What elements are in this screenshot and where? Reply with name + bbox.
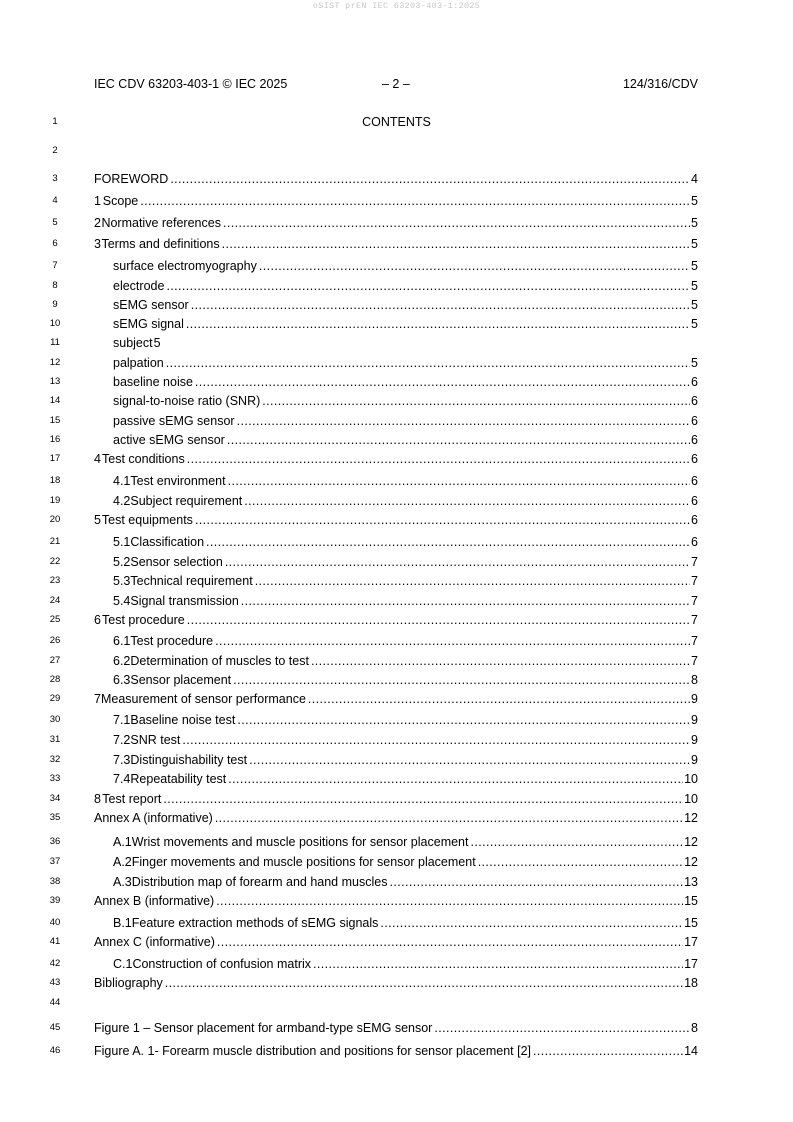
toc-entry-page: 9 [691, 692, 698, 706]
toc-entry-page: 5 [691, 279, 698, 293]
line-number: 44 [49, 997, 61, 1008]
toc-entry-number: 5.1 [113, 535, 131, 549]
toc-entry-title: Measurement of sensor performance [100, 692, 306, 706]
toc-entry-page: 10 [684, 772, 698, 786]
line-number: 7 [52, 260, 58, 271]
toc-entry[interactable] [94, 192, 698, 210]
line-number: 14 [49, 395, 61, 406]
line-number: 12 [49, 357, 61, 368]
toc-line [0, 472, 793, 490]
toc-entry-page: 6 [691, 452, 698, 466]
line-number: 20 [49, 514, 61, 525]
toc-entry-title: Annex C (informative) [94, 935, 215, 949]
line-number: 16 [49, 434, 61, 445]
line-number: 23 [49, 575, 61, 586]
toc-entry-page: 10 [684, 792, 698, 806]
toc-entry-page: 6 [691, 494, 698, 508]
dot-leader [237, 412, 690, 430]
dot-leader [470, 833, 683, 851]
toc-entry-title: Technical requirement [130, 574, 253, 588]
line-number: 41 [49, 936, 61, 947]
toc-line [0, 1019, 793, 1037]
line-number: 28 [49, 674, 61, 685]
dot-leader [255, 572, 690, 590]
toc-entry[interactable] [94, 790, 698, 808]
toc-entry[interactable] [113, 955, 698, 973]
toc-entry[interactable] [113, 914, 698, 932]
toc-entry[interactable] [94, 235, 698, 253]
toc-entry-page: 7 [691, 613, 698, 627]
dot-leader [222, 235, 690, 253]
dot-leader [380, 914, 683, 932]
toc-entry[interactable] [113, 533, 698, 551]
toc-line [0, 315, 793, 333]
toc-line [0, 770, 793, 788]
toc-entry-title: Figure A. 1- Forearm muscle distribution and positions for sensor placement [2] [94, 1044, 532, 1058]
toc-entry-title: active sEMG sensor [113, 433, 225, 447]
toc-entry-page: 9 [691, 753, 698, 767]
toc-line [0, 392, 793, 410]
toc-line [0, 671, 793, 689]
line-number: 26 [49, 635, 61, 646]
dot-leader [434, 1019, 690, 1037]
line-number: 46 [49, 1045, 61, 1056]
toc-line [0, 731, 793, 749]
toc-entry[interactable] [94, 450, 698, 468]
toc-entry-number: 7.1 [113, 713, 131, 727]
toc-line [0, 192, 793, 210]
dot-leader [186, 315, 690, 333]
toc-entry-title: Distinguishability test [130, 753, 248, 767]
toc-entry[interactable] [94, 611, 698, 629]
toc-entry[interactable] [113, 853, 698, 871]
toc-entry[interactable] [94, 214, 698, 232]
line-number: 45 [49, 1022, 61, 1033]
dot-leader [187, 611, 690, 629]
toc-entry-title: Sensor placement [130, 673, 232, 687]
toc-line [0, 833, 793, 851]
toc-entry-title: Classification [130, 535, 205, 549]
toc-entry[interactable] [94, 690, 698, 708]
toc-entry-title: Test conditions [102, 452, 185, 466]
toc-entry-number: A.3 [113, 875, 132, 889]
toc-entry-page: 6 [691, 414, 698, 428]
toc-entry-page: 17 [684, 957, 698, 971]
dot-leader [166, 277, 690, 295]
toc-entry[interactable] [94, 1019, 698, 1037]
toc-line [0, 809, 793, 827]
toc-entry-page: 6 [691, 375, 698, 389]
toc-entry[interactable] [113, 392, 698, 410]
toc-entry-number: 6 [94, 613, 101, 627]
toc-line [0, 296, 793, 314]
line-number: 2 [52, 145, 58, 156]
toc-entry-number: B.1 [113, 916, 132, 930]
header-document-id: IEC CDV 63203-403-1 © IEC 2025 [94, 77, 288, 91]
toc-entry-title: subject [113, 336, 153, 350]
toc-entry-page: 15 [684, 916, 698, 930]
dot-leader [228, 770, 683, 788]
line-number: 19 [49, 495, 61, 506]
toc-entry[interactable] [113, 711, 698, 729]
dot-leader [227, 431, 690, 449]
toc-entry[interactable] [113, 277, 698, 295]
toc-line [0, 690, 793, 708]
toc-line [0, 611, 793, 629]
toc-entry-page: 14 [684, 1044, 698, 1058]
toc-entry-page: 5 [691, 317, 698, 331]
toc-line [0, 553, 793, 571]
toc-entry-page: 5 [691, 356, 698, 370]
toc-entry-title: electrode [113, 279, 165, 293]
toc-entry[interactable] [94, 974, 698, 992]
line-number: 6 [52, 238, 58, 249]
toc-entry-page: 5 [691, 216, 698, 230]
line-number: 13 [49, 376, 61, 387]
dot-leader [249, 751, 690, 769]
line-number: 32 [49, 754, 61, 765]
line-number: 27 [49, 655, 61, 666]
toc-entry-number: 4.2 [113, 494, 131, 508]
toc-entry-number: 3 [94, 237, 101, 251]
toc-line [0, 277, 793, 295]
toc-line [0, 974, 793, 992]
toc-line [0, 892, 793, 910]
toc-entry-page: 9 [691, 733, 698, 747]
toc-line [0, 533, 793, 551]
toc-entry-title: Signal transmission [130, 594, 239, 608]
line-number: 35 [49, 812, 61, 823]
toc-entry[interactable] [113, 731, 698, 749]
line-number: 40 [49, 917, 61, 928]
toc-entry-page: 7 [691, 574, 698, 588]
toc-entry-page: 15 [684, 894, 698, 908]
toc-entry-title: sEMG sensor [113, 298, 189, 312]
toc-entry-number: 4.1 [113, 474, 131, 488]
toc-line [0, 492, 793, 510]
toc-entry[interactable] [94, 809, 698, 827]
toc-entry[interactable] [113, 592, 698, 610]
toc-entry[interactable] [113, 671, 698, 689]
toc-entry[interactable] [113, 315, 698, 333]
toc-line [0, 412, 793, 430]
toc-line [0, 257, 793, 275]
toc-entry[interactable] [113, 472, 698, 490]
toc-line [0, 632, 793, 650]
dot-leader [217, 933, 683, 951]
toc-entry-page: 12 [684, 835, 698, 849]
line-number: 5 [52, 217, 58, 228]
toc-entry-number: 1 [94, 194, 101, 208]
dot-leader [215, 632, 690, 650]
toc-entry-number: 7 [94, 692, 101, 706]
toc-entry[interactable] [113, 354, 698, 372]
toc-entry-page: 5 [691, 194, 698, 208]
header-reference: 124/316/CDV [622, 77, 698, 91]
toc-entry-number: 6.2 [113, 654, 131, 668]
toc-line [0, 431, 793, 449]
toc-line [0, 214, 793, 232]
dot-leader [165, 974, 683, 992]
toc-entry[interactable] [113, 751, 698, 769]
toc-entry-number: 5 [94, 513, 101, 527]
line-number: 1 [52, 116, 58, 127]
toc-entry[interactable] [113, 296, 698, 314]
toc-entry-number: 7.3 [113, 753, 131, 767]
toc-entry-title: Wrist movements and muscle positions for sensor placement [131, 835, 469, 849]
toc-entry-title: Baseline noise test [130, 713, 236, 727]
toc-entry-page: 8 [691, 1021, 698, 1035]
line-number: 39 [49, 895, 61, 906]
toc-entry-title: surface electromyography [113, 259, 257, 273]
toc-entry-page: 9 [691, 713, 698, 727]
dot-leader [244, 492, 690, 510]
toc-line [0, 955, 793, 973]
line-number: 4 [52, 195, 58, 206]
line-number: 10 [49, 318, 61, 329]
dot-leader [170, 170, 690, 188]
toc-entry-number: 6.3 [113, 673, 131, 687]
toc-entry-title: Construction of confusion matrix [132, 957, 312, 971]
toc-entry-page: 5 [153, 336, 161, 350]
toc-entry-number: 2 [94, 216, 101, 230]
toc-entry[interactable] [113, 873, 698, 891]
toc-entry[interactable] [94, 1042, 698, 1060]
line-number: 31 [49, 734, 61, 745]
toc-line [0, 853, 793, 871]
dot-leader [237, 711, 690, 729]
dot-leader [223, 214, 690, 232]
toc-entry-title: passive sEMG sensor [113, 414, 235, 428]
line-number: 15 [49, 415, 61, 426]
toc-entry[interactable] [113, 632, 698, 650]
toc-entry[interactable] [113, 652, 698, 670]
toc-entry-title: Test report [102, 792, 162, 806]
toc-entry[interactable] [94, 933, 698, 951]
dot-leader [241, 592, 690, 610]
dot-leader [389, 873, 683, 891]
toc-line [0, 142, 793, 160]
toc-entry-title: Annex A (informative) [94, 811, 213, 825]
toc-line [0, 450, 793, 468]
dot-leader [533, 1042, 683, 1060]
toc-entry[interactable] [94, 892, 698, 910]
toc-entry[interactable] [94, 170, 698, 188]
toc-entry-title: Subject requirement [130, 494, 243, 508]
toc-entry[interactable] [113, 553, 698, 571]
toc-entry-title: Sensor selection [130, 555, 223, 569]
toc-entry-page: 7 [691, 654, 698, 668]
toc-entry-page: 7 [691, 634, 698, 648]
line-number: 43 [49, 977, 61, 988]
dot-leader [308, 690, 690, 708]
toc-entry-title: Bibliography [94, 976, 163, 990]
toc-line [0, 933, 793, 951]
toc-line [0, 1042, 793, 1060]
toc-line [0, 873, 793, 891]
toc-line [0, 914, 793, 932]
toc-line [0, 373, 793, 391]
toc-entry-title: Feature extraction methods of sEMG signals [131, 916, 379, 930]
line-number: 21 [49, 536, 61, 547]
toc-line [0, 592, 793, 610]
toc-entry[interactable] [113, 412, 698, 430]
toc-entry-page: 12 [684, 855, 698, 869]
toc-entry-page: 6 [691, 535, 698, 549]
dot-leader [140, 192, 690, 210]
toc-entry-title: Repeatability test [130, 772, 227, 786]
toc-entry-title: SNR test [130, 733, 181, 747]
toc-line [0, 652, 793, 670]
line-number: 38 [49, 876, 61, 887]
toc-line [0, 994, 793, 1012]
line-number: 42 [49, 958, 61, 969]
dot-leader [478, 853, 683, 871]
contents-heading: CONTENTS [362, 115, 431, 129]
dot-leader [182, 731, 690, 749]
toc-entry-page: 8 [691, 673, 698, 687]
toc-entry-title: Annex B (informative) [94, 894, 215, 908]
toc-entry-page: 12 [684, 811, 698, 825]
toc-entry-number: A.2 [113, 855, 132, 869]
toc-entry-page: 6 [691, 513, 698, 527]
toc-entry-page: 6 [691, 394, 698, 408]
toc-entry-number: 5.2 [113, 555, 131, 569]
toc-entry-page: 17 [684, 935, 698, 949]
toc-entry-title: sEMG signal [113, 317, 184, 331]
toc-entry-title: palpation [113, 356, 164, 370]
dot-leader [166, 354, 690, 372]
line-number: 8 [52, 280, 58, 291]
toc-entry-title: FOREWORD [94, 172, 169, 186]
line-number: 18 [49, 475, 61, 486]
toc-entry-title: Determination of muscles to test [130, 654, 309, 668]
toc-entry-number: 5.4 [113, 594, 131, 608]
toc-line [0, 334, 793, 352]
toc-entry-title: Figure 1 – Sensor placement for armband-type sEMG sensor [94, 1021, 433, 1035]
toc-entry[interactable] [113, 431, 698, 449]
toc-entry[interactable] [113, 770, 698, 788]
line-number: 36 [49, 836, 61, 847]
toc-line [0, 790, 793, 808]
toc-entry-number: C.1 [113, 957, 133, 971]
toc-entry-title: baseline noise [113, 375, 193, 389]
line-number: 17 [49, 453, 61, 464]
toc-entry-number: 5.3 [113, 574, 131, 588]
toc-entry-title: Scope [102, 194, 139, 208]
toc-line [0, 511, 793, 529]
header-page-number: – 2 – [382, 77, 410, 91]
dot-leader [313, 955, 683, 973]
toc-entry-title: Test procedure [102, 613, 185, 627]
dot-leader [228, 472, 690, 490]
dot-leader [191, 296, 690, 314]
line-number: 33 [49, 773, 61, 784]
dot-leader [233, 671, 690, 689]
toc-entry-page: 6 [691, 433, 698, 447]
toc-entry-title: Distribution map of forearm and hand muscles [131, 875, 388, 889]
toc-entry[interactable] [113, 833, 698, 851]
toc-line [0, 572, 793, 590]
toc-entry-number: A.1 [113, 835, 132, 849]
dot-leader [163, 790, 683, 808]
toc-entry-page: 4 [691, 172, 698, 186]
dot-leader [262, 392, 690, 410]
line-number: 30 [49, 714, 61, 725]
line-number: 29 [49, 693, 61, 704]
dot-leader [225, 553, 690, 571]
toc-entry-title: Test procedure [130, 634, 214, 648]
toc-entry-number: 8 [94, 792, 101, 806]
toc-entry[interactable] [113, 492, 698, 510]
toc-entry-number: 6.1 [113, 634, 131, 648]
toc-line [0, 711, 793, 729]
toc-entry-number: 4 [94, 452, 101, 466]
line-number: 24 [49, 595, 61, 606]
dot-leader [187, 450, 690, 468]
line-number: 11 [50, 337, 60, 348]
toc-entry[interactable] [113, 257, 698, 275]
toc-line [0, 354, 793, 372]
toc-line [0, 751, 793, 769]
toc-entry[interactable] [113, 572, 698, 590]
toc-entry-page: 5 [691, 237, 698, 251]
toc-entry-page: 5 [691, 298, 698, 312]
line-number: 22 [49, 556, 61, 567]
toc-entry-page: 6 [691, 474, 698, 488]
toc-entry-page: 7 [691, 594, 698, 608]
watermark-text: oSIST prEN IEC 63203-403-1:2025 [312, 1, 481, 11]
toc-entry-page: 7 [691, 555, 698, 569]
dot-leader [259, 257, 690, 275]
dot-leader [216, 892, 683, 910]
toc-entry[interactable] [94, 511, 698, 529]
dot-leader [311, 652, 690, 670]
toc-entry-title: Normative references [101, 216, 221, 230]
toc-line [0, 170, 793, 188]
line-number: 34 [49, 793, 61, 804]
toc-entry-page: 18 [684, 976, 698, 990]
dot-leader [206, 533, 690, 551]
toc-entry-title: Test environment [130, 474, 226, 488]
line-number: 3 [52, 173, 58, 184]
toc-entry-title: Finger movements and muscle positions for sensor placement [131, 855, 476, 869]
toc-line [0, 235, 793, 253]
toc-entry-number: 7.2 [113, 733, 131, 747]
toc-entry-title: Terms and definitions [101, 237, 220, 251]
dot-leader [195, 373, 690, 391]
line-number: 25 [49, 614, 61, 625]
toc-entry-number: 7.4 [113, 772, 131, 786]
toc-entry[interactable] [113, 334, 161, 352]
line-number: 37 [49, 856, 61, 867]
dot-leader [215, 809, 683, 827]
toc-entry-page: 13 [684, 875, 698, 889]
toc-entry[interactable] [113, 373, 698, 391]
toc-line [0, 113, 793, 131]
toc-entry-title: signal-to-noise ratio (SNR) [113, 394, 261, 408]
dot-leader [195, 511, 690, 529]
toc-entry-title: Test equipments [101, 513, 193, 527]
toc-entry-page: 5 [691, 259, 698, 273]
line-number: 9 [52, 299, 58, 310]
